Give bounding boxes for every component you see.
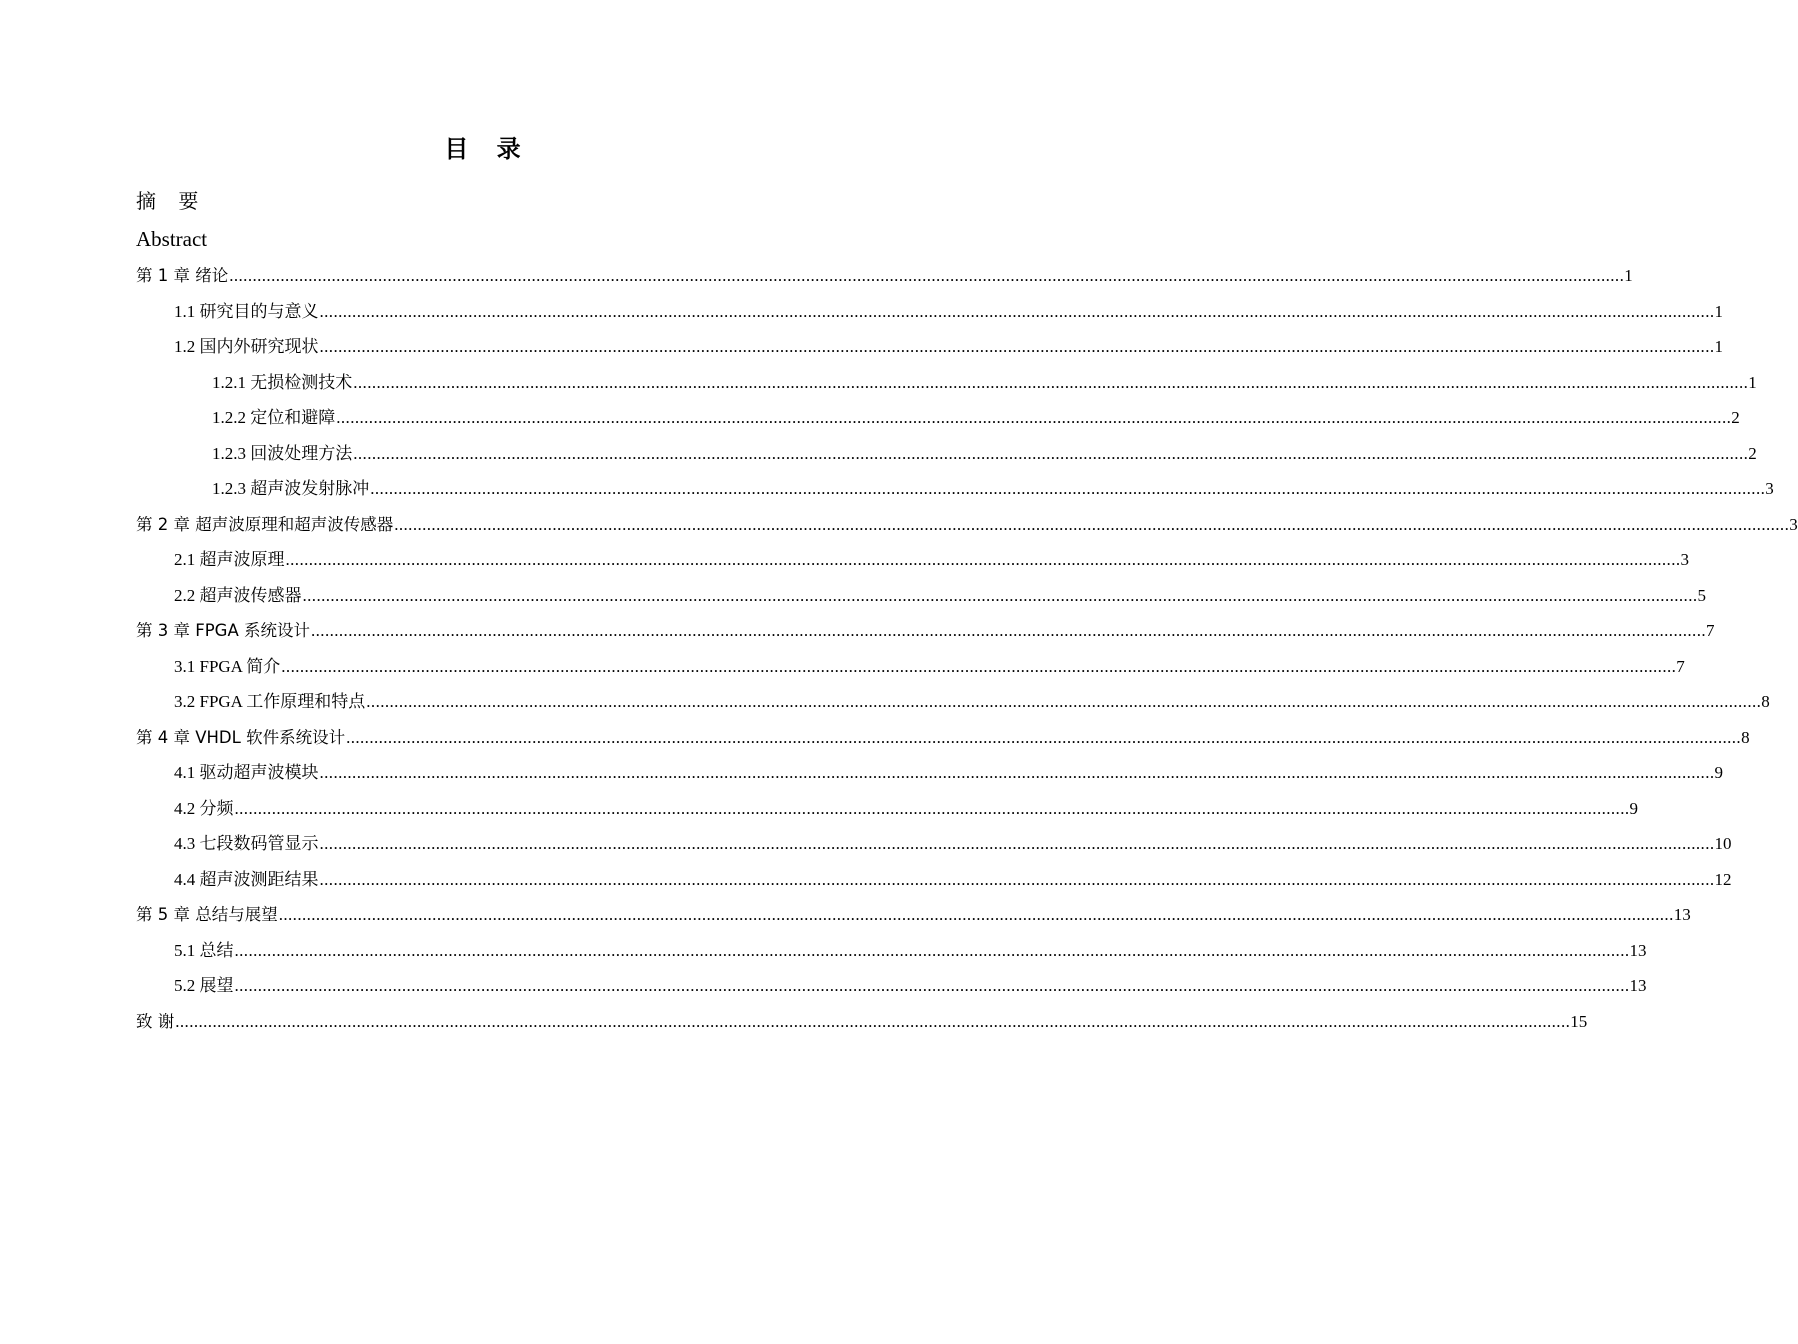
toc-leader-dots: ............................................................................................................................................................................................................................................................................................................ — [319, 301, 1715, 321]
toc-entry-5-2[interactable] — [0, 968, 1647, 1004]
toc-entry-page: 8 — [1741, 727, 1750, 747]
toc-entry-label: 4.4 超声波测距结果 — [174, 869, 319, 889]
toc-list — [0, 258, 1798, 1039]
toc-entry-page: 15 — [1570, 1011, 1588, 1031]
toc-leader-dots: ............................................................................................................................................................................................................................................................................................................ — [353, 372, 1749, 392]
toc-leader-dots: ............................................................................................................................................................................................................................................................................................................ — [336, 408, 1732, 428]
toc-entry-1-2-2[interactable] — [0, 400, 1740, 436]
toc-leader-dots: ............................................................................................................................................................................................................................................................................................................ — [285, 550, 1681, 570]
toc-leader-dots: ............................................................................................................................................................................................................................................................................................................ — [353, 443, 1749, 463]
toc-entry-page: 13 — [1629, 940, 1647, 960]
toc-entry-chapter-1[interactable] — [0, 258, 1633, 294]
toc-leader-dots: ............................................................................................................................................................................................................................................................................................................ — [370, 479, 1766, 499]
toc-entry-page: 3 — [1680, 550, 1689, 570]
toc-entry-label: 2.2 超声波传感器 — [174, 585, 302, 605]
toc-entry-label: 1.1 研究目的与意义 — [174, 301, 319, 321]
toc-entry-3-1[interactable] — [0, 649, 1685, 685]
toc-leader-dots: ............................................................................................................................................................................................................................................................................................................ — [319, 834, 1715, 854]
toc-entry-label: 1.2.2 定位和避障 — [212, 408, 336, 428]
toc-entry-label: 2.1 超声波原理 — [174, 550, 285, 570]
toc-entry-label: 5.2 展望 — [174, 976, 234, 996]
toc-entry-label: 5.1 总结 — [174, 940, 234, 960]
toc-entry-label: 第 4 章 VHDL 软件系统设计 — [136, 727, 346, 747]
toc-entry-chapter-4[interactable] — [0, 720, 1750, 756]
toc-entry-page: 13 — [1629, 976, 1647, 996]
toc-entry-page: 7 — [1706, 621, 1715, 641]
toc-entry-page: 10 — [1714, 834, 1732, 854]
toc-entry-label: 3.2 FPGA 工作原理和特点 — [174, 692, 366, 712]
toc-entry-4-2[interactable] — [0, 791, 1638, 827]
toc-entry-page: 3 — [1789, 514, 1798, 534]
toc-leader-dots: ............................................................................................................................................................................................................................................................................................................ — [319, 869, 1715, 889]
toc-entry-label: 4.3 七段数码管显示 — [174, 834, 319, 854]
toc-entry-page: 1 — [1714, 337, 1723, 357]
toc-leader-dots: ............................................................................................................................................................................................................................................................................................................ — [278, 905, 1674, 925]
toc-entry-label: 第 5 章 总结与展望 — [136, 905, 278, 925]
toc-title: 目 录 — [444, 135, 531, 163]
toc-entry-page: 8 — [1761, 692, 1770, 712]
toc-entry-1-2[interactable] — [0, 329, 1723, 365]
toc-entry-page: 13 — [1673, 905, 1691, 925]
toc-leader-dots: ............................................................................................................................................................................................................................................................................................................ — [229, 266, 1625, 286]
toc-leader-dots: ............................................................................................................................................................................................................................................................................................................ — [346, 727, 1742, 747]
toc-entry-4-3[interactable] — [0, 826, 1732, 862]
abstract-cn-heading: 摘 要 — [136, 189, 207, 213]
toc-entry-page: 1 — [1714, 301, 1723, 321]
toc-leader-dots: ............................................................................................................................................................................................................................................................................................................ — [281, 656, 1677, 676]
toc-leader-dots: ............................................................................................................................................................................................................................................................................................................ — [366, 692, 1762, 712]
toc-entry-page: 3 — [1765, 479, 1774, 499]
toc-entry-1-2-3[interactable] — [0, 436, 1757, 472]
toc-entry-1-1[interactable] — [0, 294, 1723, 330]
toc-entry-chapter-5[interactable] — [0, 897, 1691, 933]
toc-leader-dots: ............................................................................................................................................................................................................................................................................................................ — [234, 976, 1630, 996]
toc-entry-acknowledgements[interactable] — [0, 1004, 1588, 1040]
toc-entry-label: 3.1 FPGA 简介 — [174, 656, 281, 676]
toc-entry-label: 第 2 章 超声波原理和超声波传感器 — [136, 514, 394, 534]
toc-entry-label: 1.2.1 无损检测技术 — [212, 372, 353, 392]
toc-leader-dots: ............................................................................................................................................................................................................................................................................................................ — [175, 1011, 1571, 1031]
toc-entry-1-2-1[interactable] — [0, 365, 1757, 401]
toc-leader-dots: ............................................................................................................................................................................................................................................................................................................ — [311, 621, 1706, 641]
toc-entry-label: 4.1 驱动超声波模块 — [174, 763, 319, 783]
toc-entry-label: 第 1 章 绪论 — [136, 266, 229, 286]
toc-entry-label: 4.2 分频 — [174, 798, 234, 818]
toc-leader-dots: ............................................................................................................................................................................................................................................................................................................ — [319, 337, 1715, 357]
toc-entry-page: 5 — [1697, 585, 1706, 605]
toc-entry-page: 1 — [1624, 266, 1633, 286]
toc-entry-label: 致 谢 — [136, 1011, 175, 1031]
toc-leader-dots: ............................................................................................................................................................................................................................................................................................................ — [319, 763, 1715, 783]
toc-entry-1-2-3b[interactable] — [0, 471, 1774, 507]
toc-entry-2-2[interactable] — [0, 578, 1706, 614]
toc-leader-dots: ............................................................................................................................................................................................................................................................................................................ — [302, 585, 1698, 605]
toc-entry-4-1[interactable] — [0, 755, 1723, 791]
toc-entry-page: 2 — [1731, 408, 1740, 428]
toc-entry-chapter-3[interactable] — [0, 613, 1715, 649]
toc-entry-2-1[interactable] — [0, 542, 1689, 578]
toc-leader-dots: ............................................................................................................................................................................................................................................................................................................ — [234, 940, 1630, 960]
toc-entry-label: 1.2.3 回波处理方法 — [212, 443, 353, 463]
toc-entry-page: 2 — [1748, 443, 1757, 463]
toc-entry-label: 第 3 章 FPGA 系统设计 — [136, 621, 310, 641]
abstract-en-heading: Abstract — [136, 227, 208, 251]
toc-entry-page: 9 — [1714, 763, 1723, 783]
toc-entry-5-1[interactable] — [0, 933, 1647, 969]
toc-entry-3-2[interactable] — [0, 684, 1770, 720]
toc-entry-page: 9 — [1629, 798, 1638, 818]
toc-entry-label: 1.2.3 超声波发射脉冲 — [212, 479, 370, 499]
toc-leader-dots: ............................................................................................................................................................................................................................................................................................................ — [234, 798, 1630, 818]
toc-entry-page: 12 — [1714, 869, 1732, 889]
toc-leader-dots: ............................................................................................................................................................................................................................................................................................................ — [394, 514, 1790, 534]
toc-entry-label: 1.2 国内外研究现状 — [174, 337, 319, 357]
toc-entry-4-4[interactable] — [0, 862, 1732, 898]
toc-entry-page: 1 — [1748, 372, 1757, 392]
toc-entry-chapter-2[interactable] — [0, 507, 1798, 543]
toc-entry-page: 7 — [1676, 656, 1685, 676]
